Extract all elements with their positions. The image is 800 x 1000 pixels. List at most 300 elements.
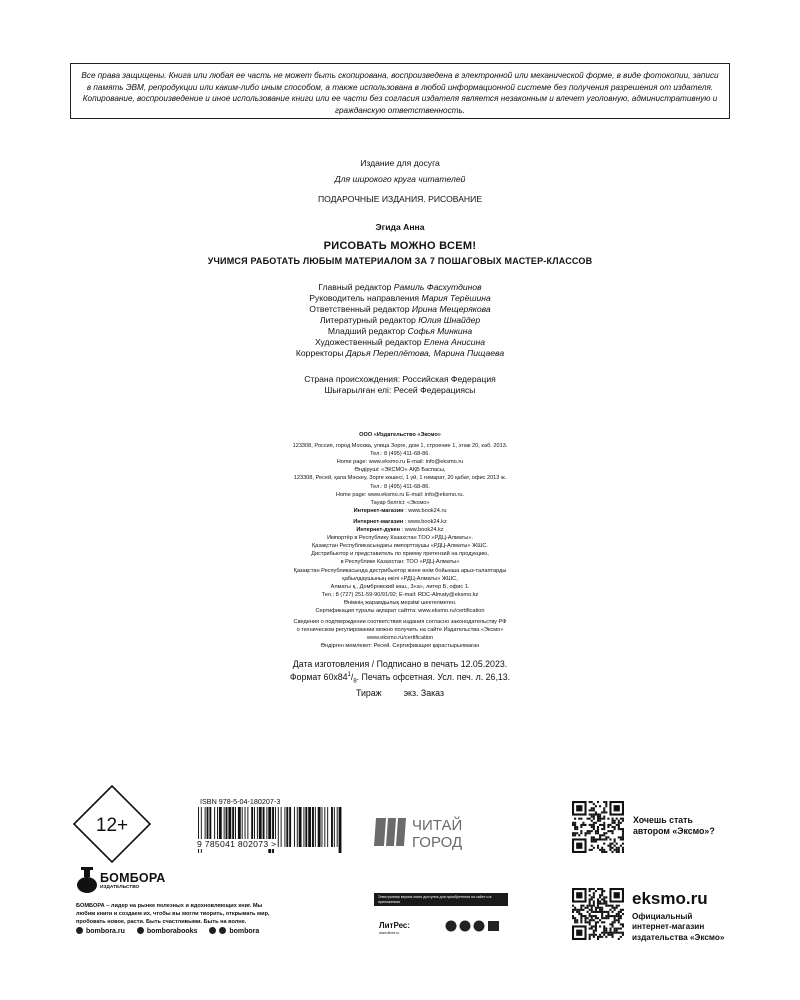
qr-module <box>614 820 616 822</box>
qr-module <box>591 896 593 898</box>
qr-module <box>603 832 605 834</box>
imprint-line: Алматы қ., Домбровский көш., 3«а», литер Б, офис 1. <box>330 583 470 590</box>
qr-module <box>580 824 582 826</box>
qr-module <box>618 919 620 921</box>
qr-module <box>591 898 593 900</box>
instagram-icon <box>137 927 144 934</box>
qr-module <box>578 834 580 836</box>
qr-module <box>582 909 584 911</box>
qr-module <box>576 921 578 923</box>
qr-module <box>620 911 622 913</box>
qr-module <box>618 928 620 930</box>
qr-module <box>622 836 624 838</box>
qr-module <box>584 824 586 826</box>
litres-block <box>374 893 508 939</box>
imprint-line: Home page: www.eksmo.ru E-mail: info@eksmo.ru <box>336 459 464 466</box>
social-site[interactable]: bombora.ru <box>76 927 125 935</box>
qr-module <box>622 838 624 840</box>
qr-module <box>595 841 597 843</box>
qr-finder <box>614 805 620 811</box>
qr-module <box>607 836 609 838</box>
qr-module <box>597 820 599 822</box>
qr-module <box>599 849 601 851</box>
qr-module <box>593 936 595 938</box>
print-format: Формат $60x84^1/_8$. Печать офсетная. Усл. печ. л. 26,13. <box>289 672 511 685</box>
qr-module <box>607 913 609 915</box>
imprint-line: Сведения о подтверждении соответствия издания согласно законодательству РФ <box>293 619 507 626</box>
qr-module <box>605 896 607 898</box>
qr-module <box>603 843 605 845</box>
qr-module <box>609 845 611 847</box>
qr-module <box>582 822 584 824</box>
qr-module <box>599 919 601 921</box>
qr-module <box>578 913 580 915</box>
qr-module <box>589 894 591 896</box>
qr-module <box>589 890 591 892</box>
qr-module <box>605 805 607 807</box>
qr-module <box>593 930 595 932</box>
qr-module <box>616 824 618 826</box>
qr-module <box>607 824 609 826</box>
qr-module <box>591 925 593 927</box>
qr-module <box>595 925 597 927</box>
qr-module <box>603 811 605 813</box>
qr-module <box>593 813 595 815</box>
qr-module <box>618 932 620 934</box>
qr-module <box>605 851 607 853</box>
qr-module <box>620 838 622 840</box>
imprint-line: 123308, Россия, город Москва, улица Зорге, дом 1, строение 1, этаж 20, каб. 2013. <box>292 443 508 450</box>
qr-module <box>616 928 618 930</box>
qr-module <box>591 934 593 936</box>
qr-module <box>593 892 595 894</box>
origin-line: Шығарылған елі: Ресей Федерациясы <box>324 385 476 395</box>
qr-finder <box>614 892 620 898</box>
imprint-line: Сертификация туралы ақпарат сайтта: www.eksmo.ru/certification <box>315 607 485 614</box>
qr-module <box>609 849 611 851</box>
qr-module <box>622 834 624 836</box>
publisher-name: ООО «Издательство «Эксмо» <box>359 432 441 438</box>
qr-module <box>603 834 605 836</box>
qr-module <box>589 888 591 890</box>
qr-module <box>597 845 599 847</box>
qr-module <box>609 824 611 826</box>
qr-module <box>572 834 574 836</box>
qr-module <box>605 803 607 805</box>
qr-module <box>587 917 589 919</box>
qr-module <box>601 911 603 913</box>
qr-module <box>582 824 584 826</box>
qr-module <box>601 909 603 911</box>
edition-type: Издание для досуга <box>360 158 440 168</box>
qr-module <box>612 921 614 923</box>
qr-module <box>612 923 614 925</box>
qr-module <box>599 907 601 909</box>
qr-module <box>587 832 589 834</box>
qr-module <box>599 813 601 815</box>
qr-module <box>593 919 595 921</box>
qr-module <box>591 928 593 930</box>
qr-module <box>622 830 624 832</box>
qr-module <box>603 824 605 826</box>
qr-module <box>593 903 595 905</box>
qr-module <box>576 832 578 834</box>
android-icon <box>446 921 457 932</box>
imprint-line: о техническом регулировании можно получить на сайте Издательства «Эксмо» <box>296 627 504 634</box>
imprint <box>0 431 800 650</box>
qr-module <box>593 828 595 830</box>
chitai-gorod-logo <box>374 812 514 852</box>
qr-module <box>580 907 582 909</box>
qr-module <box>572 917 574 919</box>
qr-module <box>614 849 616 851</box>
qr-module <box>572 905 574 907</box>
qr-module <box>601 932 603 934</box>
qr-module <box>607 905 609 907</box>
qr-module <box>599 824 601 826</box>
qr-module <box>620 936 622 938</box>
qr-module <box>574 828 576 830</box>
qr-module <box>603 816 605 818</box>
qr-module <box>572 822 574 824</box>
qr-module <box>605 915 607 917</box>
qr-module <box>603 849 605 851</box>
qr-module <box>599 805 601 807</box>
qr-module <box>595 921 597 923</box>
qr-module <box>589 801 591 803</box>
litres-name: ЛитРес: <box>379 921 411 930</box>
qr-module <box>622 909 624 911</box>
qr-module <box>587 818 589 820</box>
qr-module <box>599 925 601 927</box>
qr-module <box>593 900 595 902</box>
barcode-bar <box>339 807 342 853</box>
imprint-line: Home page: www.eksmo.ru E-mail: info@eksmo.ru. <box>335 491 465 498</box>
qr-module <box>601 888 603 890</box>
qr-module <box>578 909 580 911</box>
qr-module <box>607 826 609 828</box>
imprint-line: Өндірген мемлекет: Ресей. Сертификация қарастырылмаған <box>320 643 480 650</box>
qr-module <box>599 834 601 836</box>
qr-module <box>612 830 614 832</box>
qr-module <box>580 830 582 832</box>
qr-module <box>601 898 603 900</box>
qr-module <box>605 932 607 934</box>
qr-module <box>580 921 582 923</box>
qr-module <box>618 905 620 907</box>
qr-module <box>591 813 593 815</box>
qr-module <box>589 818 591 820</box>
barcode-bar <box>278 807 279 847</box>
qr-module <box>580 919 582 921</box>
qr-module <box>603 818 605 820</box>
qr-module <box>609 843 611 845</box>
qr-module <box>574 834 576 836</box>
qr-module <box>612 832 614 834</box>
qr-module <box>572 911 574 913</box>
qr-code-author[interactable] <box>572 801 624 853</box>
qr-module <box>622 818 624 820</box>
qr-module <box>597 801 599 803</box>
qr-finder <box>576 805 582 811</box>
qr-module <box>589 909 591 911</box>
qr-module <box>618 824 620 826</box>
qr-module <box>580 917 582 919</box>
print-date: Дата изготовления / Подписано в печать 12.05.2023. <box>292 659 508 669</box>
qr-module <box>603 801 605 803</box>
qr-module <box>595 934 597 936</box>
qr-module <box>584 919 586 921</box>
social-other[interactable]: bombora <box>209 927 259 935</box>
barcode-bar <box>318 807 321 847</box>
qr-module <box>603 932 605 934</box>
qr-module <box>597 903 599 905</box>
qr-module <box>603 822 605 824</box>
qr-module <box>591 830 593 832</box>
litres-url[interactable]: www.litres.ru <box>379 931 400 935</box>
qr-module <box>589 938 591 940</box>
qr-module <box>603 807 605 809</box>
qr-module <box>572 824 574 826</box>
qr-module <box>589 849 591 851</box>
barcode-bar <box>289 807 291 847</box>
qr-module <box>612 843 614 845</box>
qr-module <box>582 915 584 917</box>
barcode-bar <box>305 807 307 847</box>
qr-code-eksmo[interactable] <box>572 888 624 940</box>
qr-module <box>580 905 582 907</box>
qr-module <box>574 919 576 921</box>
qr-module <box>595 805 597 807</box>
qr-module <box>576 828 578 830</box>
qr-module <box>591 807 593 809</box>
qr-module <box>597 905 599 907</box>
qr-module <box>618 820 620 822</box>
qr-module <box>607 932 609 934</box>
qr-module <box>589 928 591 930</box>
qr-module <box>618 938 620 940</box>
qr-module <box>597 818 599 820</box>
qr-module <box>597 900 599 902</box>
bombora-description: БОМБОРА – лидер на рынке полезных и вдохновляющих книг. Мы любим книги и создаем их, чтобы вы могли творить, открывать мир, пробовать новое, расти. Быть счастливыми. Быть на волне. <box>76 903 270 925</box>
qr-module <box>605 936 607 938</box>
barcode-bar <box>327 807 328 847</box>
qr-module <box>595 832 597 834</box>
social-instagram[interactable]: bomborabooks <box>137 927 198 935</box>
qr-module <box>593 934 595 936</box>
qr-module <box>597 921 599 923</box>
qr-module <box>614 932 616 934</box>
qr-module <box>616 847 618 849</box>
qr-module <box>587 921 589 923</box>
qr-module <box>584 921 586 923</box>
qr-module <box>593 915 595 917</box>
qr-module <box>593 911 595 913</box>
qr-module <box>595 822 597 824</box>
qr-module <box>574 824 576 826</box>
qr-module <box>593 888 595 890</box>
barcode-bar <box>299 807 302 847</box>
qr-module <box>622 932 624 934</box>
qr-module <box>591 911 593 913</box>
qr-module <box>595 915 597 917</box>
origin <box>0 374 800 396</box>
qr-module <box>591 809 593 811</box>
qr-module <box>601 921 603 923</box>
qr-module <box>597 911 599 913</box>
qr-module <box>614 917 616 919</box>
qr-module <box>574 921 576 923</box>
qr-module <box>601 849 603 851</box>
qr-module <box>620 928 622 930</box>
qr-module <box>614 907 616 909</box>
qr-module <box>591 816 593 818</box>
qr-module <box>601 890 603 892</box>
qr-module <box>589 913 591 915</box>
qr-module <box>599 936 601 938</box>
audience: Для широкого круга читателей <box>334 174 466 184</box>
qr-module <box>603 911 605 913</box>
age-rating-badge <box>72 784 152 864</box>
litres-banner: Электронная версия книги доступна для приобретения на сайте и в приложениях <box>374 893 508 906</box>
qr-module <box>587 907 589 909</box>
qr-module <box>578 911 580 913</box>
qr-module <box>603 900 605 902</box>
credit-line: Художественный редактор Елена Анисина <box>314 337 486 347</box>
qr-module <box>620 909 622 911</box>
qr-module <box>572 915 574 917</box>
qr-module <box>618 911 620 913</box>
qr-module <box>589 824 591 826</box>
book-subtitle: УЧИМСЯ РАБОТАТЬ ЛЮБЫМ МАТЕРИАЛОМ ЗА 7 ПОШАГОВЫХ МАСТЕР-КЛАССОВ <box>207 256 593 266</box>
qr-module <box>597 816 599 818</box>
qr-module <box>603 934 605 936</box>
barcode-bar <box>312 807 314 847</box>
qr-module <box>616 849 618 851</box>
qr-module <box>599 816 601 818</box>
barcode-bar <box>284 807 285 847</box>
qr-module <box>589 813 591 815</box>
qr-module <box>576 919 578 921</box>
qr-module <box>595 911 597 913</box>
qr-module <box>614 838 616 840</box>
qr-module <box>591 849 593 851</box>
qr-module <box>605 836 607 838</box>
qr-module <box>591 845 593 847</box>
qr-module <box>584 907 586 909</box>
qr-module <box>616 915 618 917</box>
credit-line: Ответственный редактор Ирина Мещерякова <box>309 304 491 314</box>
qr-module <box>597 917 599 919</box>
qr-module <box>597 888 599 890</box>
qr-module <box>601 811 603 813</box>
qr-module <box>599 896 601 898</box>
qr-module <box>614 921 616 923</box>
qr-module <box>616 930 618 932</box>
category: ПОДАРОЧНЫЕ ИЗДАНИЯ. РИСОВАНИЕ <box>317 194 483 204</box>
qr-module <box>593 818 595 820</box>
qr-module <box>578 818 580 820</box>
qr-module <box>607 911 609 913</box>
qr-module <box>603 851 605 853</box>
imprint-line: 123308, Ресей, қала Мәскеу, Зорге көшесі, 1 үй, 1 ғимарат, 20 қабат, офис 2013 ж. <box>293 475 507 482</box>
qr-module <box>589 919 591 921</box>
qr-module <box>618 836 620 838</box>
author: Эгида Анна <box>375 222 425 232</box>
qr-module <box>597 936 599 938</box>
barcode-bar <box>281 807 282 847</box>
qr-module <box>607 934 609 936</box>
qr-module <box>591 909 593 911</box>
qr-module <box>614 928 616 930</box>
qr-module <box>597 826 599 828</box>
qr-module <box>616 919 618 921</box>
qr-module <box>622 847 624 849</box>
qr-module <box>574 832 576 834</box>
qr-module <box>603 903 605 905</box>
print-info <box>0 659 800 699</box>
qr-module <box>591 820 593 822</box>
qr-module <box>584 917 586 919</box>
qr-module <box>605 801 607 803</box>
qr-module <box>599 903 601 905</box>
qr-module <box>599 900 601 902</box>
qr-module <box>616 932 618 934</box>
qr-module <box>584 915 586 917</box>
barcode-bar <box>334 807 335 847</box>
qr-module <box>609 934 611 936</box>
qr-module <box>612 932 614 934</box>
qr-module <box>597 847 599 849</box>
qr-module <box>574 907 576 909</box>
qr-module <box>601 818 603 820</box>
qr-module <box>620 818 622 820</box>
qr-module <box>609 905 611 907</box>
qr-module <box>601 903 603 905</box>
barcode-bar <box>294 807 295 847</box>
social-icon <box>209 927 216 934</box>
qr-module <box>589 921 591 923</box>
qr-module <box>618 828 620 830</box>
qr-module <box>595 811 597 813</box>
qr-module <box>580 826 582 828</box>
barcode-bar <box>286 807 288 847</box>
qr-module <box>620 932 622 934</box>
qr-module <box>589 934 591 936</box>
qr-module <box>614 930 616 932</box>
bombora-sub: ИЗДАТЕЛЬСТВО <box>100 885 140 890</box>
qr-module <box>576 826 578 828</box>
qr-module <box>616 913 618 915</box>
gorod-word: ГОРОД <box>412 834 463 851</box>
qr-module <box>584 832 586 834</box>
qr-module <box>589 923 591 925</box>
qr-module <box>612 915 614 917</box>
bombora-name: БОМБОРА <box>100 871 166 885</box>
qr-module <box>595 890 597 892</box>
qr-module <box>593 807 595 809</box>
eksmo-site: eksmo.ru <box>632 889 708 908</box>
qr-module <box>587 911 589 913</box>
qr-module <box>601 907 603 909</box>
eksmo-shop-description: Официальный интернет-магазин издательства «Эксмо» <box>632 912 725 942</box>
qr-module <box>620 923 622 925</box>
print-run: Тираж экз. Заказ <box>356 688 444 699</box>
qr-module <box>589 936 591 938</box>
qr-module <box>576 909 578 911</box>
qr-module <box>609 932 611 934</box>
qr-module <box>580 915 582 917</box>
